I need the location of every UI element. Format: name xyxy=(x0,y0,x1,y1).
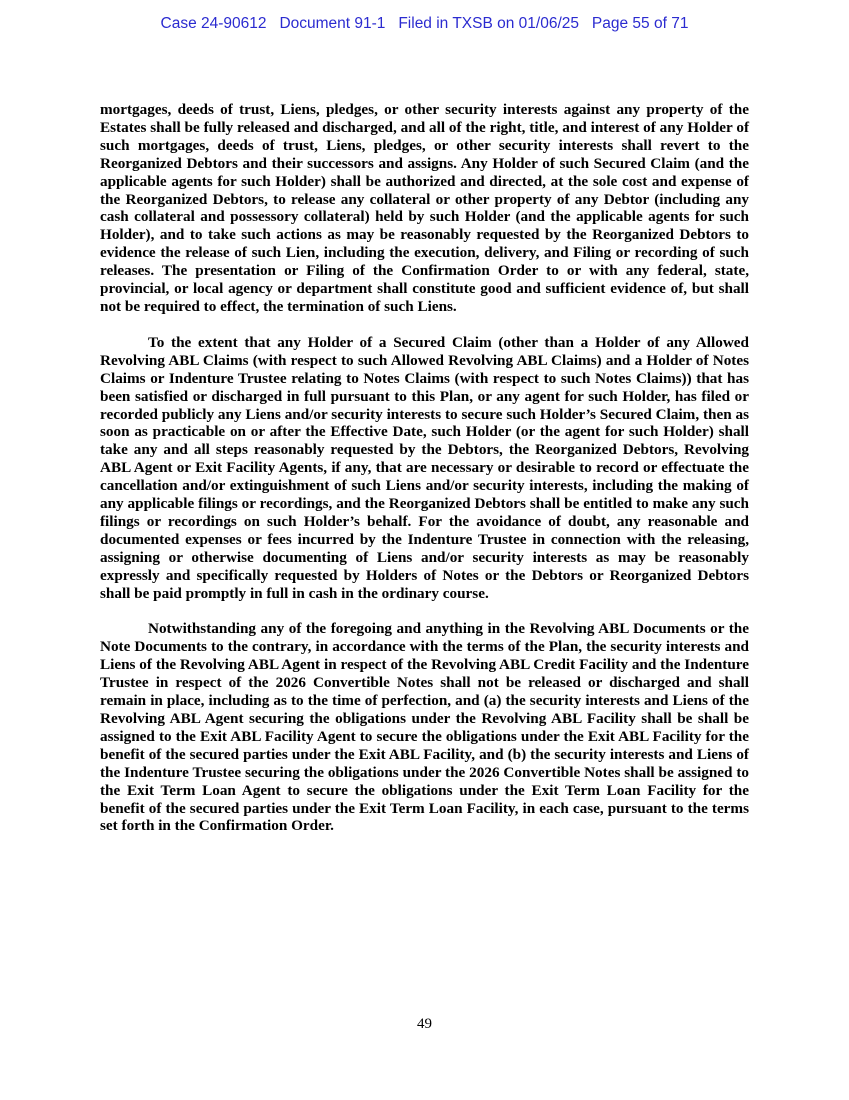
paragraph-continued: mortgages, deeds of trust, Liens, pledges, or other security interests against any property of the Estates shall be fully released and discharged, and all of the right, title, and interest of any Holder of such mortgages, deeds of trust, Liens, pledges, or other security interests shall revert to the Reorganized Debtors and their successors and assigns. Any Holder of such Secured Claim (and the applicable agents for such Holder) shall be authorized and directed, at the sole cost and expense of the Reorganized Debtors, to release any collateral or other property of any Debtor (including any cash collateral and possessory collateral) held by such Holder (and the applicable agents for such Holder), and to take such actions as may be reasonably requested by the Reorganized Debtors to evidence the release of such Lien, including the execution, delivery, and Filing or recording of such releases. The presentation or Filing of the Confirmation Order to or with any federal, state, provincial, or local agency or department shall constitute good and sufficient evidence of, but shall not be required to effect, the termination of such Liens. xyxy=(100,101,749,315)
document-body xyxy=(100,101,749,853)
paragraph-secured-claim-liens: To the extent that any Holder of a Secured Claim (other than a Holder of any Allowed Revolving ABL Claims (with respect to such Allowed Revolving ABL Claims) and a Holder of Notes Claims or Indenture Trustee relating to Notes Claims (with respect to such Notes Claims)) that has been satisfied or discharged in full pursuant to this Plan, or any agent for such Holder, has filed or recorded publicly any Liens and/or security interests to secure such Holder’s Secured Claim, then as soon as practicable on or after the Effective Date, such Holder (or the agent for such Holder) shall take any and all steps reasonably requested by the Debtors, the Reorganized Debtors, Revolving ABL Agent or Exit Facility Agents, if any, that are necessary or desirable to record or effectuate the cancellation and/or extinguishment of such Liens and/or security interests, including the making of any applicable filings or recordings, and the Reorganized Debtors shall be entitled to make any such filings or recordings on such Holder’s behalf. For the avoidance of doubt, any reasonable and documented expenses or fees incurred by the Indenture Trustee in connection with the releasing, assigning or otherwise documenting of Liens and/or security interests as may be reasonably expressly and specifically requested by Holders of Notes or the Debtors or Reorganized Debtors shall be paid promptly in full in cash in the ordinary course. xyxy=(100,333,749,602)
paragraph-notwithstanding: Notwithstanding any of the foregoing and anything in the Revolving ABL Documents or the Note Documents to the contrary, in accordance with the terms of the Plan, the security interests and Liens of the Revolving ABL Agent in respect of the Revolving ABL Credit Facility and the Indenture Trustee in respect of the 2026 Convertible Notes shall not be released or discharged and shall remain in place, including as to the time of perfection, and (a) the security interests and Liens of the Revolving ABL Agent securing the obligations under the Revolving ABL Facility shall be shall be assigned to the Exit ABL Facility Agent to secure the obligations under the Exit ABL Facility for the benefit of the secured parties under the Exit ABL Facility, and (b) the security interests and Liens of the Indenture Trustee securing the obligations under the 2026 Convertible Notes shall be assigned to the Exit Term Loan Agent to secure the obligations under the Exit Term Loan Facility for the benefit of the secured parties under the Exit Term Loan Facility, in each case, pursuant to the terms set forth in the Confirmation Order. xyxy=(100,620,749,835)
case-header-stamp: Case 24-90612 Document 91-1 Filed in TXSB on 01/06/25 Page 55 of 71 xyxy=(160,15,689,32)
page-number: 49 xyxy=(417,1016,432,1032)
